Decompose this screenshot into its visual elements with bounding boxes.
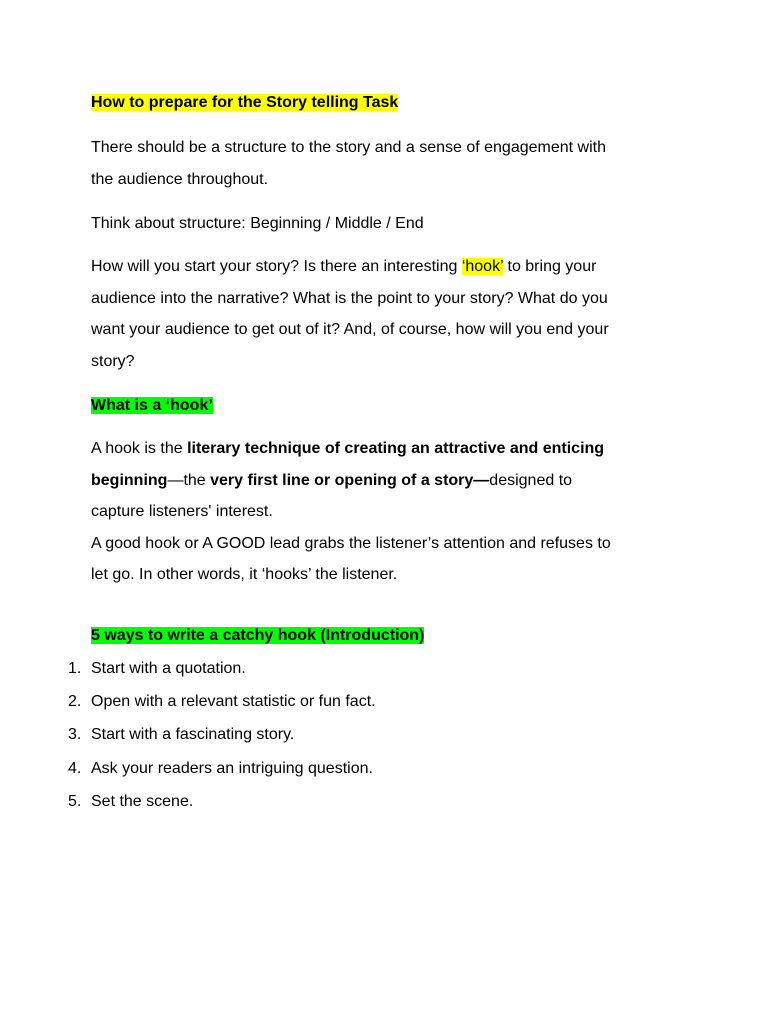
- heading-highlight: What is a ‘hook’: [91, 397, 213, 414]
- paragraph-3-text: A hook is the: [91, 440, 188, 457]
- document-title: [91, 93, 398, 113]
- paragraph-2-line-3: want your audience to get out of it? And, of course, how will you end your: [91, 321, 609, 338]
- list-text: Start with a fascinating story.: [91, 726, 295, 743]
- list-number: 4.: [68, 760, 82, 777]
- list-number: 3.: [68, 726, 82, 743]
- paragraph-3-bold: beginning: [91, 472, 168, 489]
- paragraph-3-text: —the: [167, 472, 211, 489]
- paragraph-2-line-2: audience into the narrative? What is the point to your story? What do you: [91, 290, 608, 307]
- list-text: Open with a relevant statistic or fun fact.: [91, 693, 376, 710]
- paragraph-3-bold: literary technique of creating an attractive and enticing: [187, 440, 605, 457]
- list-number: 5.: [68, 793, 82, 810]
- list-text: Ask your readers an intriguing question.: [91, 760, 373, 777]
- paragraph-2-line-1: [91, 257, 596, 277]
- paragraph-3-bold: very first line or opening of a story: [210, 472, 474, 489]
- paragraph-2-line-4: story?: [91, 353, 135, 370]
- title-highlight: How to prepare for the Story telling Task: [91, 94, 399, 111]
- paragraph-3-line-5: let go. In other words, it ‘hooks’ the listener.: [91, 566, 398, 583]
- structure-line: Think about structure: Beginning / Middle / End: [91, 215, 424, 232]
- heading-five-ways: [91, 626, 424, 646]
- paragraph-1-line-2: the audience throughout.: [91, 171, 269, 188]
- paragraph-2-text: How will you start your story? Is there an interesting: [91, 258, 462, 275]
- paragraph-3-bold: —: [473, 472, 490, 489]
- paragraph-2-text: to bring your: [503, 258, 597, 275]
- heading-highlight: 5 ways to write a catchy hook (Introduction): [91, 627, 425, 644]
- paragraph-3-line-4: A good hook or A GOOD lead grabs the listener’s attention and refuses to: [91, 535, 611, 552]
- paragraph-3-line-1: [91, 439, 604, 459]
- paragraph-1-line-1: There should be a structure to the story and a sense of engagement with: [91, 139, 606, 156]
- hook-highlight: ‘hook’: [461, 258, 504, 275]
- paragraph-3-line-3: capture listeners' interest.: [91, 503, 273, 520]
- paragraph-3-text: designed to: [489, 472, 573, 489]
- list-number: 1.: [68, 660, 82, 677]
- list-number: 2.: [68, 693, 82, 710]
- list-text: Set the scene.: [91, 793, 194, 810]
- heading-what-is-hook: [91, 396, 213, 416]
- paragraph-3-line-2: [91, 471, 572, 491]
- list-text: Start with a quotation.: [91, 660, 246, 677]
